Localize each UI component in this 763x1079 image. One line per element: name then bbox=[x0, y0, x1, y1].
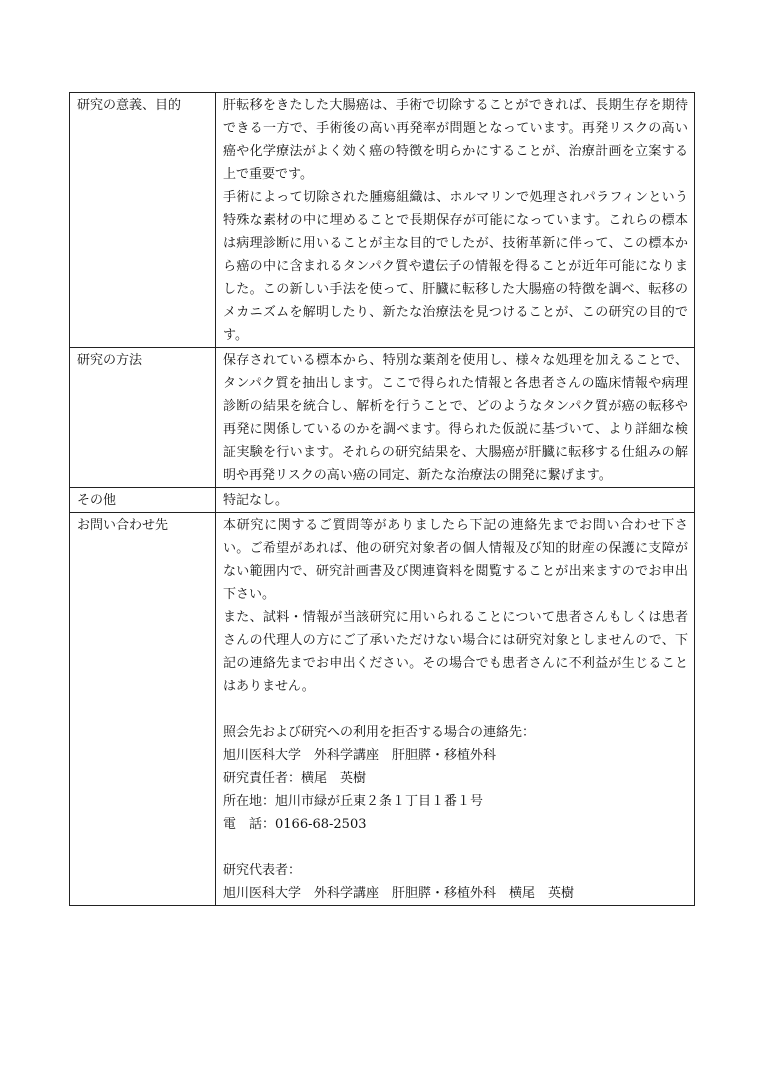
purpose-paragraph-1: 肝転移をきたした大腸癌は、手術で切除することができれば、長期生存を期待できる一方で、手術後の高い再発率が問題となっています。再発リスクの高い癌や化学療法がよく効く癌の特徴を明らかにすることが、治療計画を立案する上で重要です。 bbox=[223, 98, 688, 182]
row-label-other: その他 bbox=[70, 488, 216, 513]
row-content-method bbox=[216, 348, 695, 488]
table-row-contact bbox=[70, 513, 695, 906]
row-label-purpose: 研究の意義、目的 bbox=[70, 93, 216, 348]
contact-person: 研究責任者：横尾 英樹 bbox=[223, 771, 367, 786]
other-paragraph: 特記なし。 bbox=[223, 493, 289, 508]
contact-address: 所在地：旭川市緑が丘東２条１丁目１番１号 bbox=[223, 794, 484, 809]
contact-organization: 旭川医科大学 外科学講座 肝胆膵・移植外科 bbox=[223, 748, 497, 763]
contact-phone: 電 話：0166-68-2503 bbox=[223, 817, 367, 832]
table-row-method bbox=[70, 348, 695, 488]
row-content-purpose bbox=[216, 93, 695, 348]
contact-paragraph-2: また、試料・情報が当該研究に用いられることについて患者さんもしくは患者さんの代理人の方にご了承いただけない場合には研究対象としませんので、下記の連絡先までお申出ください。その場合でも患者さんに不利益が生じることはありません。 bbox=[223, 610, 688, 694]
representative-heading: 研究代表者： bbox=[223, 863, 302, 878]
contact-paragraph-1: 本研究に関するご質問等がありましたら下記の連絡先までお問い合わせ下さい。ご希望があれば、他の研究対象者の個人情報及び知的財産の保護に支障がない範囲内で、研究計画書及び関連資料を閲覧することが出来ますのでお申出下さい。 bbox=[223, 518, 688, 602]
spacer bbox=[223, 698, 688, 721]
row-content-contact bbox=[216, 513, 695, 906]
spacer bbox=[223, 836, 688, 859]
table-row-purpose bbox=[70, 93, 695, 348]
purpose-paragraph-2: 手術によって切除された腫瘍組織は、ホルマリンで処理されパラフィンという特殊な素材の中に埋めることで長期保存が可能になっています。これらの標本は病理診断に用いることが主な目的でしたが、技術革新に伴って、この標本から癌の中に含まれるタンパク質や遺伝子の情報を得ることが近年可能になりました。この新しい手法を使って、肝臓に転移した大腸癌の特徴を調べ、転移のメカニズムを解明したり、新たな治療法を見つけることが、この研究の目的です。 bbox=[223, 190, 688, 343]
row-label-contact: お問い合わせ先 bbox=[70, 513, 216, 906]
row-label-method: 研究の方法 bbox=[70, 348, 216, 488]
table-row-other bbox=[70, 488, 695, 513]
row-content-other bbox=[216, 488, 695, 513]
contact-heading: 照会先および研究への利用を拒否する場合の連絡先： bbox=[223, 725, 536, 740]
method-paragraph: 保存されている標本から、特別な薬剤を使用し、様々な処理を加えることで、タンパク質を抽出します。ここで得られた情報と各患者さんの臨床情報や病理診断の結果を統合し、解析を行うことで、どのようなタンパク質が癌の転移や再発に関係しているのかを調べます。得られた仮説に基づいて、より詳細な検証実験を行います。それらの研究結果を、大腸癌が肝臓に転移する仕組みの解明や再発リスクの高い癌の同定、新たな治療法の開発に繋げます。 bbox=[223, 353, 688, 483]
research-info-table bbox=[69, 92, 695, 906]
representative: 旭川医科大学 外科学講座 肝胆膵・移植外科 横尾 英樹 bbox=[223, 886, 575, 901]
